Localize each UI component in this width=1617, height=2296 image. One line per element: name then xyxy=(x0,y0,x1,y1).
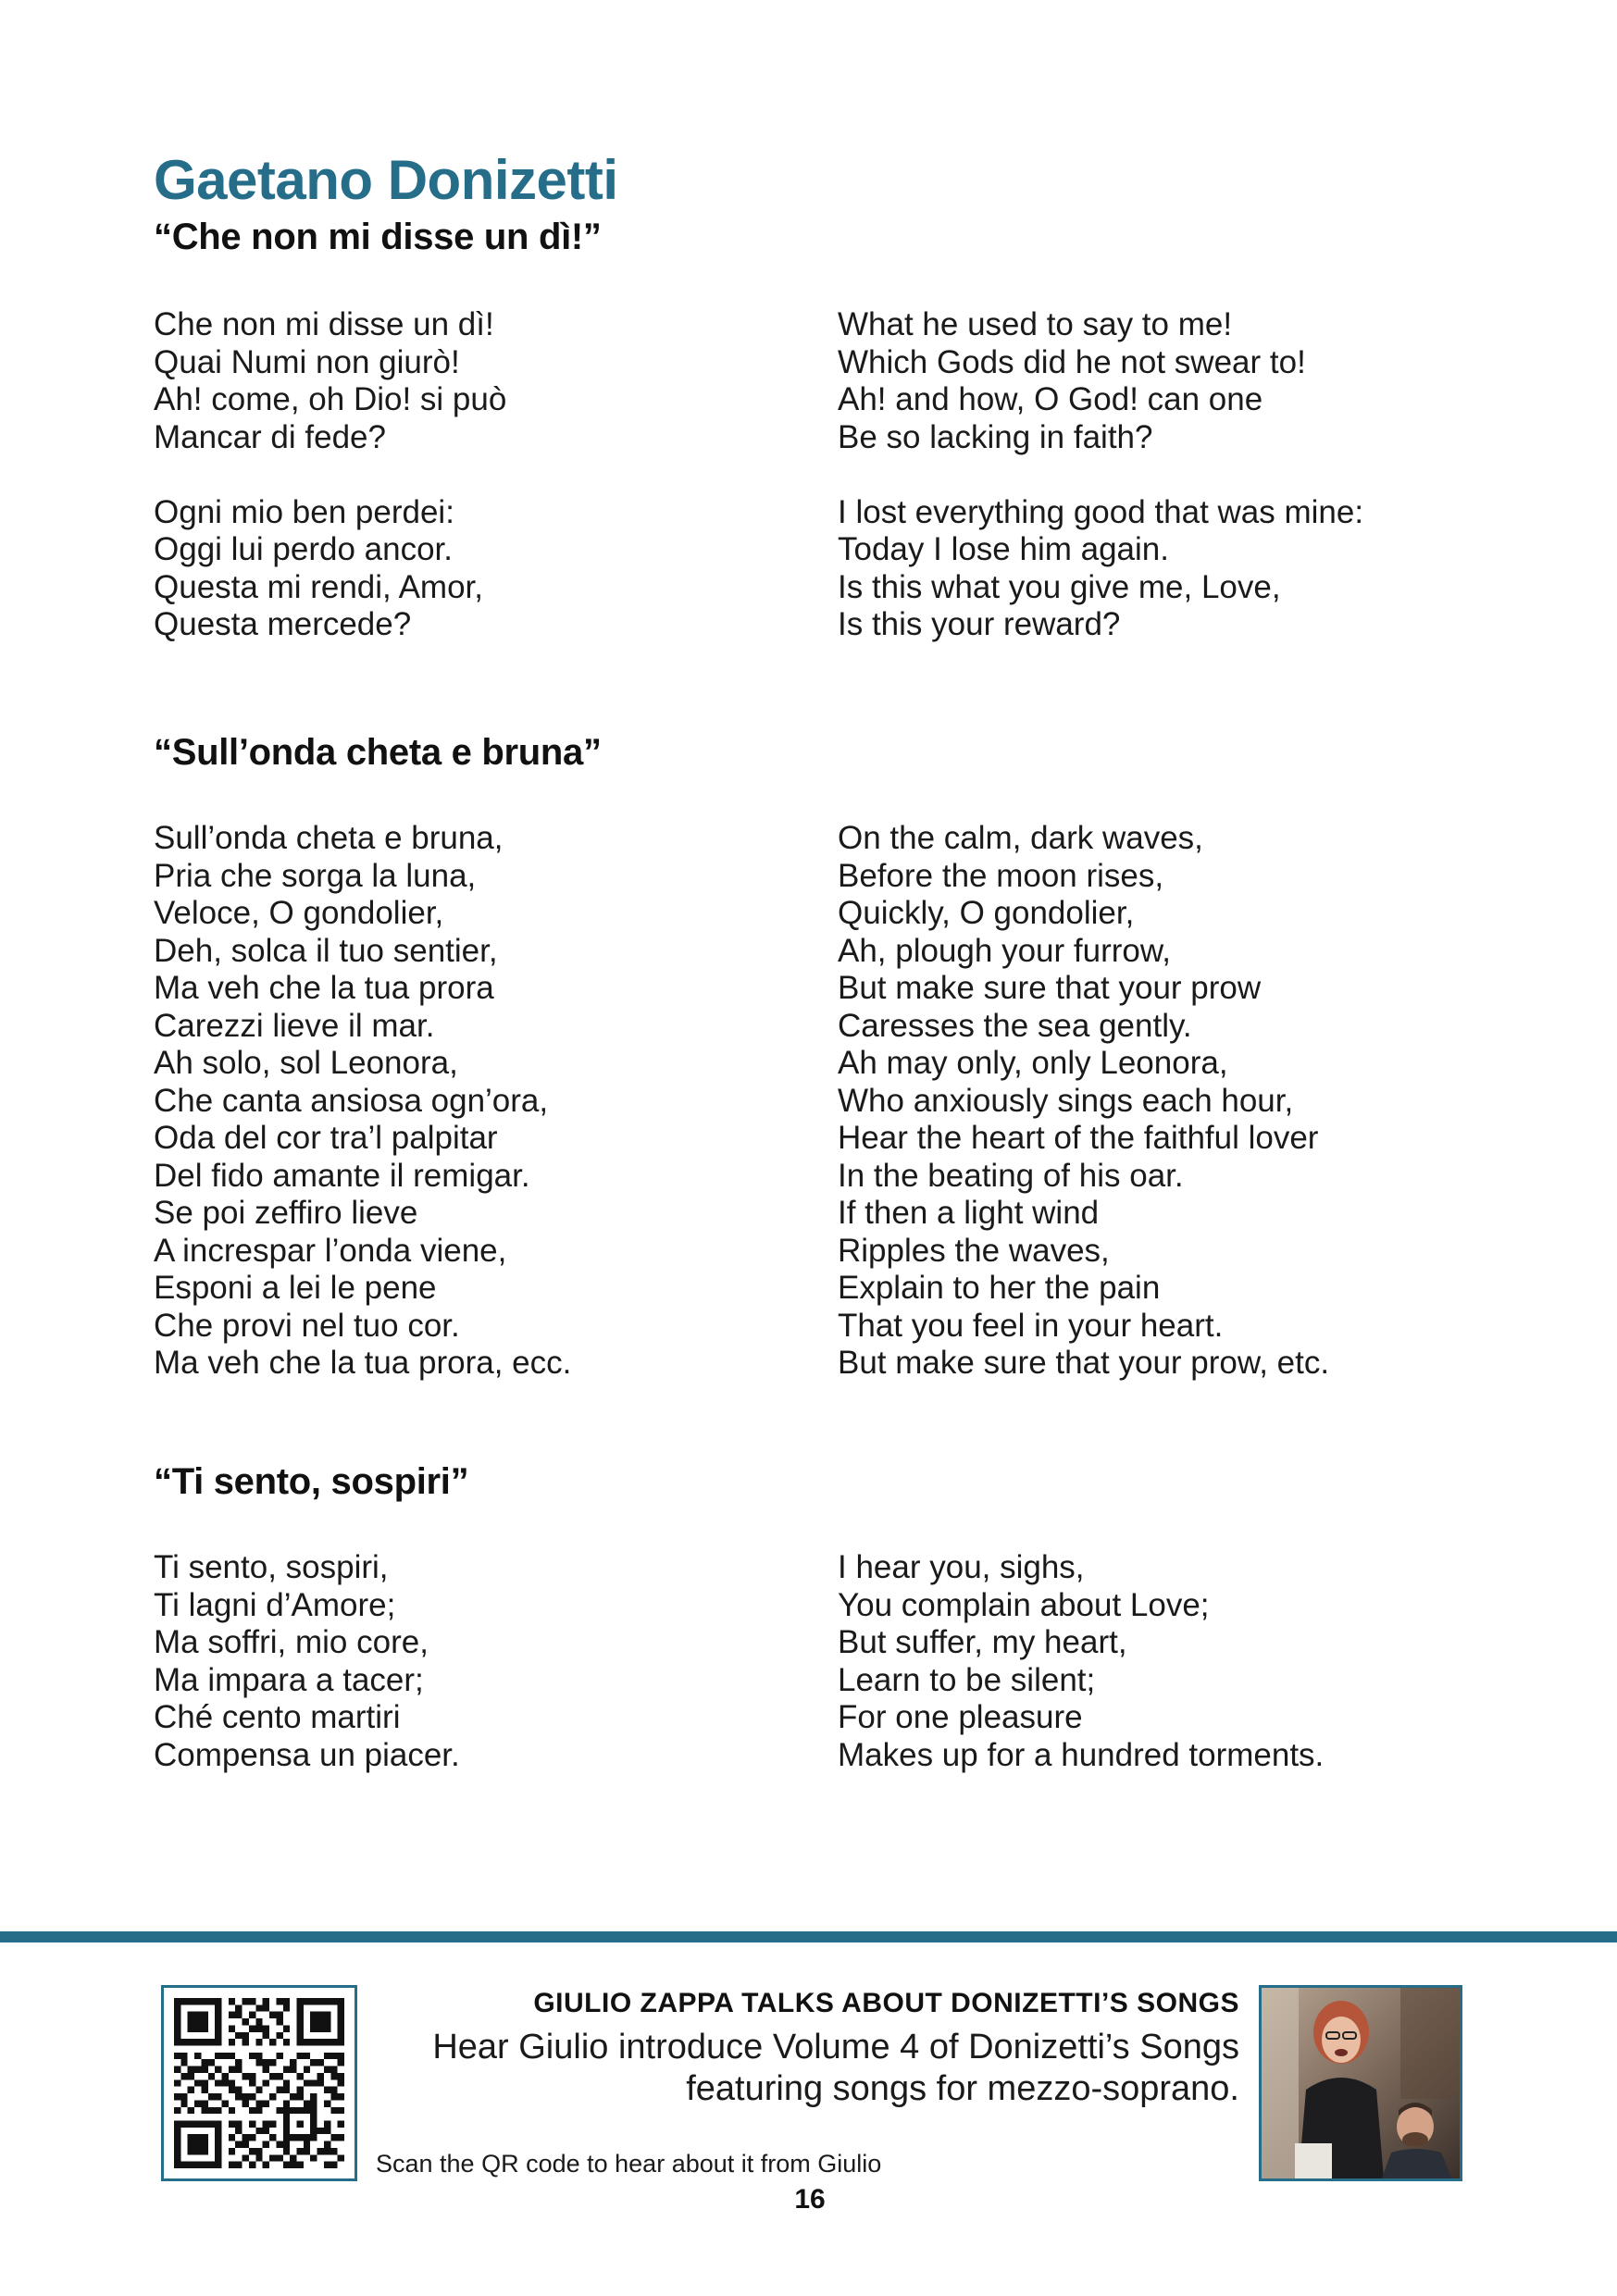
stanza xyxy=(838,820,1578,1383)
translation-line: Explain to her the pain xyxy=(838,1270,1161,1306)
stanza xyxy=(838,494,1578,644)
translation-line: Who anxiously sings each hour, xyxy=(838,1082,1294,1119)
translation-line: For one pleasure xyxy=(838,1699,1083,1735)
lyric-line: Quai Numi non giurò! xyxy=(154,343,460,380)
lyric-line: Deh, solca il tuo sentier, xyxy=(154,932,498,969)
translation-line: On the calm, dark waves, xyxy=(838,820,1203,856)
song-1-english-translation xyxy=(838,306,1578,681)
lyric-line: Veloce, O gondolier, xyxy=(154,895,444,931)
qr-caption: Scan the QR code to hear about it from Giulio xyxy=(376,2150,882,2178)
lyric-line: Oggi lui perdo ancor. xyxy=(154,531,453,567)
translation-line: Ah! and how, O God! can one xyxy=(838,381,1263,417)
translation-line: Be so lacking in faith? xyxy=(838,418,1153,455)
lyric-line: Ah solo, sol Leonora, xyxy=(154,1045,458,1081)
translation-line: I lost everything good that was mine: xyxy=(838,493,1364,530)
translation-line: Today I lose him again. xyxy=(838,531,1169,567)
song-1-italian-text xyxy=(154,306,802,681)
lyric-line: Mancar di fede? xyxy=(154,418,386,455)
lyric-line: Ma veh che la tua prora, ecc. xyxy=(154,1345,572,1381)
translation-line: Which Gods did he not swear to! xyxy=(838,343,1306,380)
lyric-line: Questa mi rendi, Amor, xyxy=(154,568,483,605)
lyric-line: Ma soffri, mio core, xyxy=(154,1624,429,1660)
lyric-line: Oda del cor tra’l palpitar xyxy=(154,1120,498,1156)
singer-and-pianist-photo xyxy=(1259,1985,1462,2181)
promo-description xyxy=(314,2027,1239,2110)
lyric-line: Ché cento martiri xyxy=(154,1699,401,1735)
promo-heading: GIULIO ZAPPA TALKS ABOUT DONIZETTI’S SONGS xyxy=(533,1988,1239,2018)
lyric-line: Che non mi disse un dì! xyxy=(154,306,494,342)
lyric-line: Questa mercede? xyxy=(154,606,412,642)
translation-line: Is this what you give me, Love, xyxy=(838,568,1281,605)
translation-line: Before the moon rises, xyxy=(838,857,1164,894)
translation-line: That you feel in your heart. xyxy=(838,1307,1224,1344)
lyric-line: Che canta ansiosa ogn’ora, xyxy=(154,1082,549,1119)
lyric-line: Ti lagni d’Amore; xyxy=(154,1586,396,1623)
lyric-line: Carezzi lieve il mar. xyxy=(154,1007,435,1044)
stanza xyxy=(838,1549,1578,1774)
translation-line: Caresses the sea gently. xyxy=(838,1007,1192,1044)
song-title-3: “Ti sento, sospiri” xyxy=(154,1461,469,1502)
translation-line: But suffer, my heart, xyxy=(838,1624,1127,1660)
stanza xyxy=(154,820,802,1383)
lyric-line: Che provi nel tuo cor. xyxy=(154,1307,460,1344)
translation-line: Learn to be silent; xyxy=(838,1661,1096,1698)
translation-line: Ah, plough your furrow, xyxy=(838,932,1171,969)
footer-divider xyxy=(0,1931,1617,1942)
translation-line: Hear the heart of the faithful lover xyxy=(838,1120,1319,1156)
lyric-line: Compensa un piacer. xyxy=(154,1736,460,1773)
translation-line: If then a light wind xyxy=(838,1195,1100,1231)
translation-line: I hear you, sighs, xyxy=(838,1549,1085,1585)
lyric-line: Ah! come, oh Dio! si può xyxy=(154,381,507,417)
lyric-line: Ma veh che la tua prora xyxy=(154,970,494,1006)
page-number: 16 xyxy=(794,2184,826,2215)
lyric-line: Del fido amante il remigar. xyxy=(154,1157,530,1194)
lyric-line: Esponi a lei le pene xyxy=(154,1270,437,1306)
translation-line: Ripples the waves, xyxy=(838,1232,1110,1269)
song-2-italian-text xyxy=(154,820,802,1420)
stanza xyxy=(154,494,802,644)
translation-line: But make sure that your prow, etc. xyxy=(838,1345,1330,1381)
translation-line: Quickly, O gondolier, xyxy=(838,895,1135,931)
composer-name: Gaetano Donizetti xyxy=(154,149,618,211)
song-title-2: “Sull’onda cheta e bruna” xyxy=(154,732,602,773)
song-2-english-translation xyxy=(838,820,1578,1420)
stanza xyxy=(154,306,802,456)
translation-line: What he used to say to me! xyxy=(838,306,1233,342)
translation-line: Is this your reward? xyxy=(838,606,1121,642)
translation-line: In the beating of his oar. xyxy=(838,1157,1184,1194)
lyric-line: Ogni mio ben perdei: xyxy=(154,493,454,530)
stanza xyxy=(838,306,1578,456)
promo-line-1: Hear Giulio introduce Volume 4 of Donizetti’s Songs xyxy=(432,2028,1239,2066)
translation-line: Ah may only, only Leonora, xyxy=(838,1045,1228,1081)
lyric-line: Ma impara a tacer; xyxy=(154,1661,424,1698)
song-title-1: “Che non mi disse un dì!” xyxy=(154,217,602,257)
translation-line: Makes up for a hundred torments. xyxy=(838,1736,1325,1773)
lyric-line: Pria che sorga la luna, xyxy=(154,857,477,894)
lyric-line: Se poi zeffiro lieve xyxy=(154,1195,418,1231)
promo-line-2: featuring songs for mezzo-soprano. xyxy=(686,2069,1239,2108)
lyric-line: Ti sento, sospiri, xyxy=(154,1549,389,1585)
translation-line: You complain about Love; xyxy=(838,1586,1210,1623)
song-3-english-translation xyxy=(838,1549,1578,1812)
stanza xyxy=(154,1549,802,1774)
translation-line: But make sure that your prow xyxy=(838,970,1262,1006)
lyric-line: Sull’onda cheta e bruna, xyxy=(154,820,504,856)
song-3-italian-text xyxy=(154,1549,802,1812)
lyric-line: A increspar l’onda viene, xyxy=(154,1232,507,1269)
